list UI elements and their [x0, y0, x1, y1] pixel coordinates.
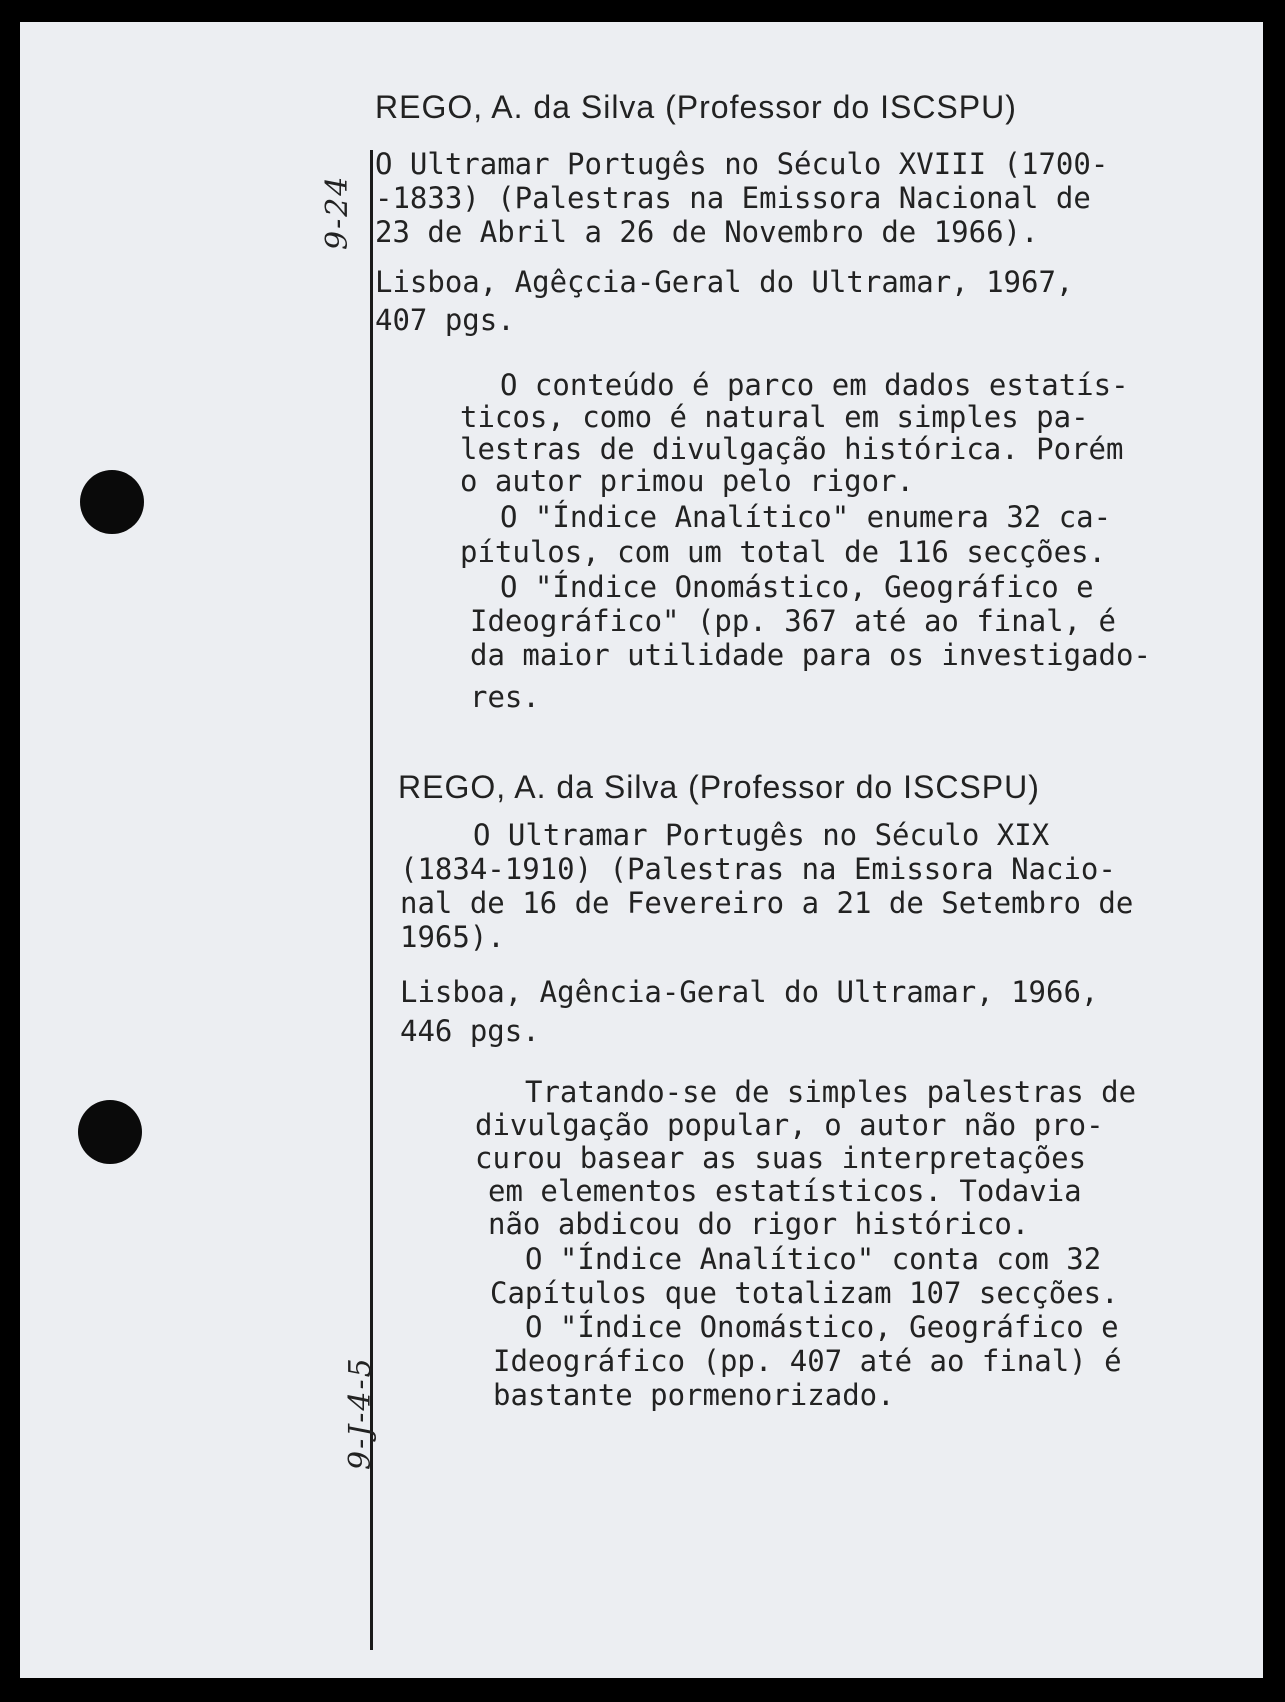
entry-2-author: REGO, A. da Silva (Professor do ISCSPU) — [398, 769, 1040, 805]
entry-2-note-line: Tratando-se de simples palestras de — [525, 1075, 1137, 1109]
entry-2-publication: Lisboa, Agência-Geral do Ultramar, 1966, — [400, 975, 1099, 1009]
entry-1-note-line: pítulos, com um total de 116 secções. — [460, 535, 1107, 569]
entry-1-note-line: O "Índice Onomástico, Geográfico e — [500, 570, 1094, 604]
handwritten-margin-note-1: 9-24 — [320, 174, 355, 250]
entry-1-publication: Lisboa, Agêçcia-Geral do Ultramar, 1967, — [375, 265, 1074, 299]
entry-1-title-line: O Ultramar Portugês no Século XVIII (1700- — [375, 147, 1109, 181]
entry-2-note-line: curou basear as suas interpretações — [475, 1141, 1087, 1175]
entry-1-note-line: res. — [470, 680, 540, 714]
entry-2-title-line: nal de 16 de Fevereiro a 21 de Setembro de — [400, 886, 1134, 920]
entry-2-note-line: Ideográfico (pp. 407 até ao final) é — [493, 1344, 1122, 1378]
entry-2-publication: 446 pgs. — [400, 1014, 540, 1048]
punch-hole-top — [80, 470, 144, 534]
entry-2-note-line: O "Índice Analítico" conta com 32 — [525, 1242, 1102, 1276]
entry-1-note-line: o autor primou pelo rigor. — [460, 464, 914, 498]
entry-1-note-line: lestras de divulgação histórica. Porém — [460, 432, 1124, 466]
entry-2-title-line: (1834-1910) (Palestras na Emissora Nacio- — [400, 852, 1116, 886]
entry-1-publication: 407 pgs. — [375, 303, 515, 337]
entry-1-note-line: Ideográfico" (pp. 367 até ao final, é — [470, 604, 1117, 638]
entry-1-title-line: 23 de Abril a 26 de Novembro de 1966). — [375, 215, 1039, 249]
entry-2-note-line: não abdicou do rigor histórico. — [488, 1207, 1030, 1241]
entry-1-title-line: -1833) (Palestras na Emissora Nacional de — [375, 181, 1091, 215]
entry-2-title-line: O Ultramar Portugês no Século XIX — [473, 818, 1050, 852]
entry-2-note-line: O "Índice Onomástico, Geográfico e — [525, 1310, 1119, 1344]
entry-1-note-line: O "Índice Analítico" enumera 32 ca- — [500, 500, 1112, 534]
entry-1-note-line: da maior utilidade para os investigado- — [470, 638, 1151, 672]
punch-hole-bottom — [78, 1100, 142, 1164]
entry-1-note-line: O conteúdo é parco em dados estatís- — [500, 368, 1129, 402]
entry-1-author: REGO, A. da Silva (Professor do ISCSPU) — [375, 89, 1017, 125]
entry-2-note-line: em elementos estatísticos. Todavia — [488, 1174, 1082, 1208]
handwritten-margin-note-2: 9-J-4-5 — [343, 1356, 378, 1470]
entry-2-note-line: divulgação popular, o autor não pro- — [475, 1108, 1104, 1142]
entry-2-note-line: bastante pormenorizado. — [493, 1378, 895, 1412]
entry-2-note-line: Capítulos que totalizam 107 secções. — [490, 1276, 1119, 1310]
entry-2-title-line: 1965). — [400, 920, 505, 954]
entry-1-note-line: ticos, como é natural em simples pa- — [460, 400, 1089, 434]
